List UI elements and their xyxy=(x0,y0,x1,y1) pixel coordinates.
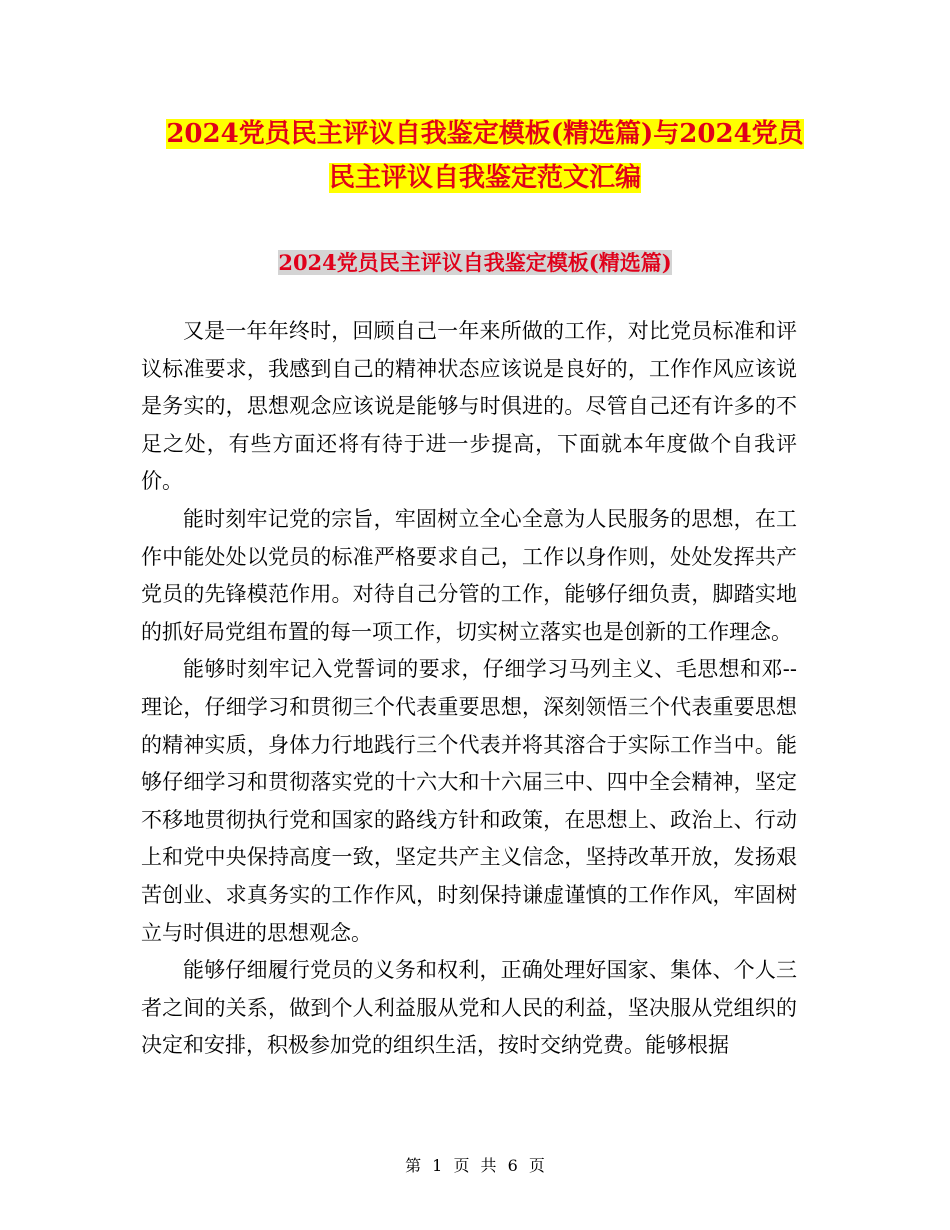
paragraph-4: 能够仔细履行党员的义务和权利，正确处理好国家、集体、个人三者之间的关系，做到个人利益服从党和人民的利益，坚决服从党组织的决定和安排，积极参加党的组织生活，按时交纳党费。能够根据 xyxy=(141,958,797,1058)
paragraph-3: 能够时刻牢记入党誓词的要求，仔细学习马列主义、毛思想和邓--理论，仔细学习和贯彻三个代表重要思想，深刻领悟三个代表重要思想的精神实质，身体力行地践行三个代表并将其溶合于实际工作当中。能够仔细学习和贯彻落实党的十六大和十六届三中、四中全会精神，坚定不移地贯彻执行党和国家的路线方针和政策，在思想上、政治上、行动上和党中央保持高度一致，坚定共产主义信念，坚持改革开放，发扬艰苦创业、求真务实的工作作风，时刻保持谦虚谨慎的工作作风，牢固树立与时俱进的思想观念。 xyxy=(141,657,797,945)
section-title xyxy=(140,246,810,280)
document-title-line-1: 2024党员民主评议自我鉴定模板(精选篇)与2024党员 xyxy=(166,119,804,149)
document-title xyxy=(140,112,830,200)
document-title-line-2: 民主评议自我鉴定范文汇编 xyxy=(328,163,641,193)
page-number-footer: 第 1 页 共 6 页 xyxy=(405,1156,545,1175)
paragraph-1: 又是一年年终时，回顾自己一年来所做的工作，对比党员标准和评议标准要求，我感到自己的精神状态应该说是良好的，工作作风应该说是务实的，思想观念应该说是能够与时俱进的。尽管自己还有许多的不足之处，有些方面还将有待于进一步提高，下面就本年度做个自我评价。 xyxy=(141,319,797,494)
section-title-text: 2024党员民主评议自我鉴定模板(精选篇) xyxy=(278,250,672,275)
paragraph-2: 能时刻牢记党的宗旨，牢固树立全心全意为人民服务的思想，在工作中能处处以党员的标准严格要求自己，工作以身作则，处处发挥共产党员的先锋模范作用。对待自己分管的工作，能够仔细负责，脚踏实地的抓好局党组布置的每一项工作，切实树立落实也是创新的工作理念。 xyxy=(141,506,797,644)
document-body xyxy=(141,313,797,1065)
